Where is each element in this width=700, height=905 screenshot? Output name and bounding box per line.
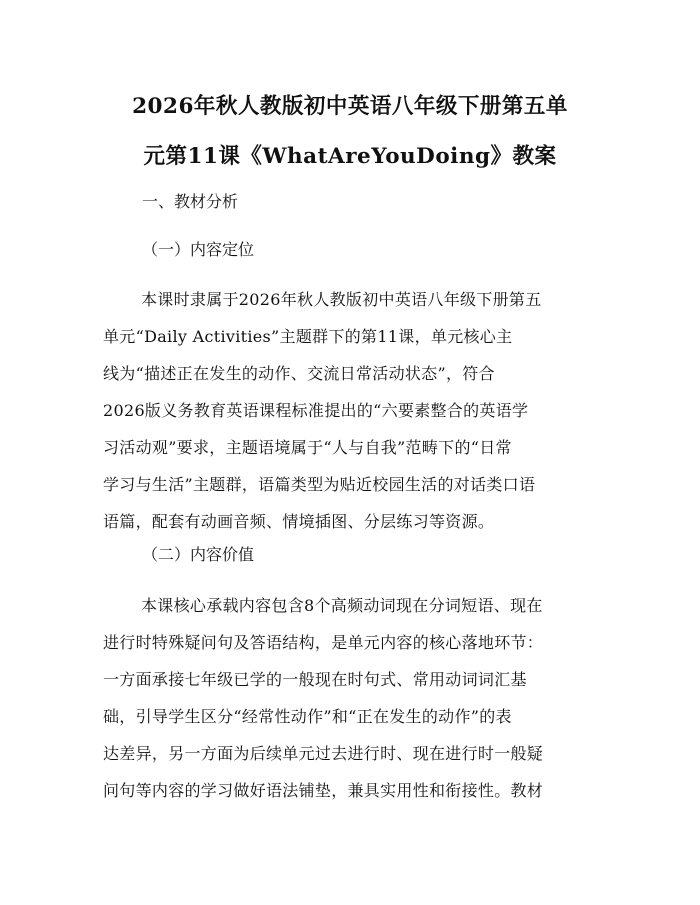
paragraph-line: 本课时隶属于2026年秋人教版初中英语八年级下册第五: [141, 290, 542, 309]
paragraph-line: 础，引导学生区分“经常性动作”和“正在发生的动作”的表: [103, 707, 512, 726]
paragraph-line: 语篇，配套有动画音频、情境插图、分层练习等资源。: [103, 512, 495, 531]
paragraph-content-value: [103, 587, 603, 809]
document-title: [70, 82, 630, 182]
paragraph-line: 一方面承接七年级已学的一般现在时句式、常用动词词汇基: [103, 670, 527, 689]
paragraph-line: 学习与生活”主题群，语篇类型为贴近校园生活的对话类口语: [103, 475, 536, 494]
subsection-heading-content-positioning: （一）内容定位: [142, 240, 255, 259]
paragraph-line: 本课核心承载内容包含8个高频动词现在分词短语、现在: [141, 596, 543, 615]
title-line: 2026年秋人教版初中英语八年级下册第五单: [132, 94, 568, 119]
paragraph-line: 问句等内容的学习做好语法铺垫，兼具实用性和衔接性。教材: [103, 781, 544, 800]
paragraph-content-positioning: [103, 281, 603, 540]
title-line: 元第11课《WhatAreYouDoing》教案: [143, 144, 557, 169]
paragraph-line: 线为“描述正在发生的动作、交流日常活动状态”，符合: [103, 364, 495, 383]
section-heading-textbook-analysis: 一、教材分析: [142, 192, 239, 211]
paragraph-line: 进行时特殊疑问句及答语结构，是单元内容的核心落地环节：: [103, 633, 544, 652]
paragraph-line: 单元“Daily Activities”主题群下的第11课，单元核心主: [103, 327, 513, 346]
subsection-heading-content-value: （二）内容价值: [142, 545, 255, 564]
paragraph-line: 2026版义务教育英语课程标准提出的“六要素整合的英语学: [103, 401, 529, 420]
paragraph-line: 达差异，另一方面为后续单元过去进行时、现在进行时一般疑: [103, 744, 544, 763]
paragraph-line: 习活动观”要求，主题语境属于“人与自我”范畴下的“日常: [103, 438, 512, 457]
